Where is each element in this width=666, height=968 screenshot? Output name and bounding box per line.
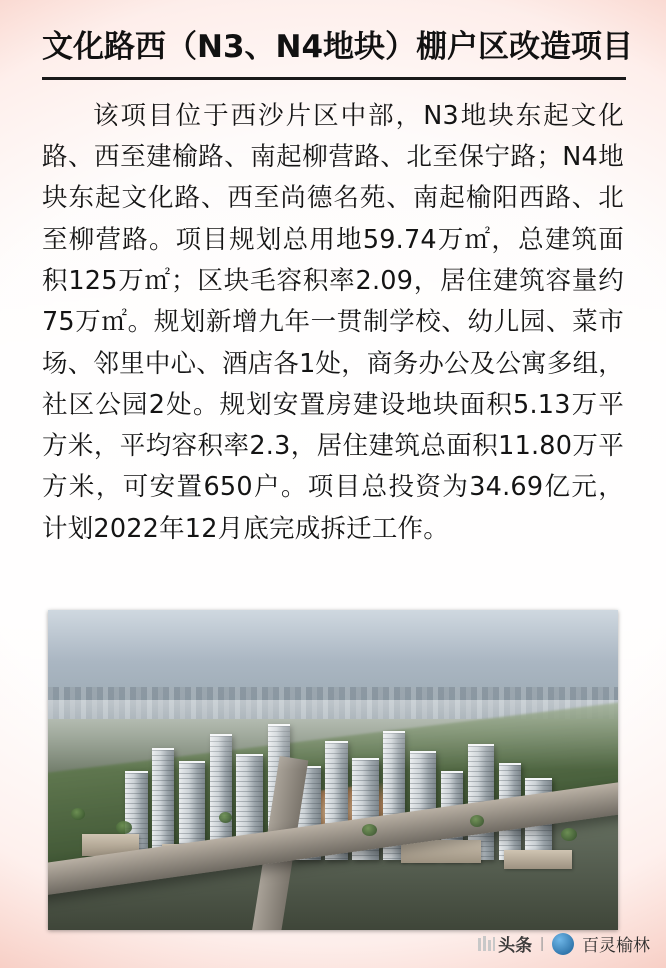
toutiao-label: 头条 — [498, 936, 533, 956]
title-underline — [42, 77, 626, 80]
article-content — [40, 18, 634, 550]
watermark-footer — [478, 931, 650, 956]
tree — [470, 815, 484, 827]
article-body: 该项目位于西沙片区中部，N3地块东起文化路、西至建榆路、南起柳营路、北至保宁路；N4地块东起文化路、西至尚德名苑、南起榆阳西路、北至柳营路。项目规划总用地59.74万㎡，总建筑面积125万㎡；区块毛容积率2.09，居住建筑容量约75万㎡。规划新增九年一贯制学校、幼儿园、菜市场、邻里中心、酒店各1处，商务办公及公寓多组，社区公园2处。规划安置房建设地块面积5.13万平方米，平均容积率2.3，居住建筑总面积11.80万平方米，可安置650户。项目总投资为34.69亿元，计划2022年12月底完成拆迁工作。 — [42, 100, 624, 544]
low-rise-block — [504, 850, 572, 869]
project-rendering-image — [48, 610, 618, 930]
tree — [561, 828, 577, 841]
tree — [362, 824, 377, 836]
avatar — [552, 933, 574, 955]
toutiao-bars-icon — [478, 936, 495, 951]
author-name: 百灵榆林 — [582, 936, 650, 956]
footer-separator: | — [540, 935, 544, 952]
toutiao-logo — [478, 931, 532, 956]
page-title: 文化路西（N3、N4地块）棚户区改造项目 — [42, 29, 634, 65]
low-rise-block — [401, 840, 481, 862]
tree — [219, 812, 232, 823]
